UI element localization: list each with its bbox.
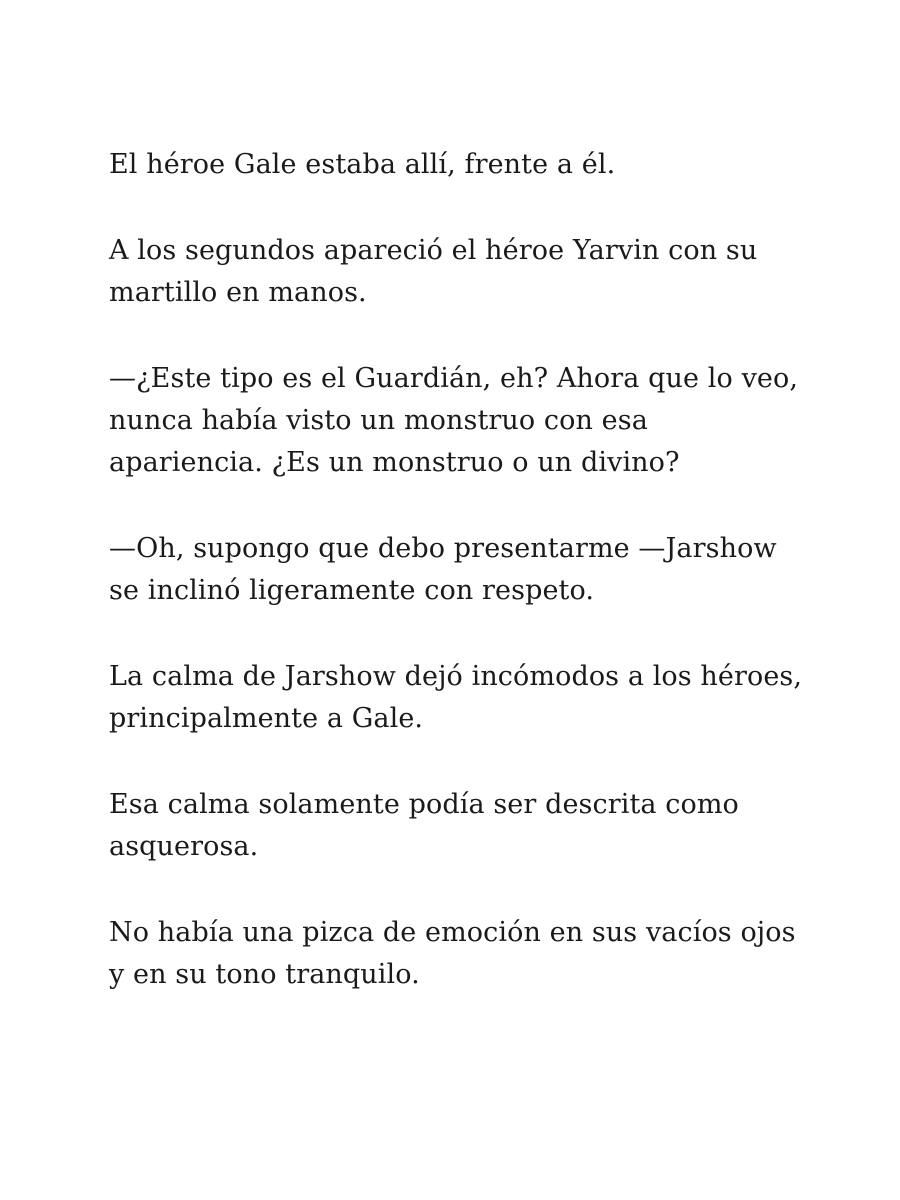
paragraph-3: —¿Este tipo es el Guardián, eh? Ahora que lo veo, nunca había visto un monstruo con esa apariencia. ¿Es un monstruo o un divino? bbox=[109, 363, 799, 478]
paragraph-1: El héroe Gale estaba allí, frente a él. bbox=[109, 149, 616, 180]
document-body bbox=[109, 144, 809, 1040]
paragraph-7: No había una pizca de emoción en sus vacíos ojos y en su tono tranquilo. bbox=[109, 917, 796, 990]
paragraph-6: Esa calma solamente podía ser descrita como asquerosa. bbox=[109, 789, 739, 862]
paragraph-5: La calma de Jarshow dejó incómodos a los héroes, principalmente a Gale. bbox=[109, 661, 803, 734]
paragraph-4: —Oh, supongo que debo presentarme —Jarshow se inclinó ligeramente con respeto. bbox=[109, 533, 777, 606]
paragraph-2: A los segundos apareció el héroe Yarvin con su martillo en manos. bbox=[109, 235, 758, 308]
